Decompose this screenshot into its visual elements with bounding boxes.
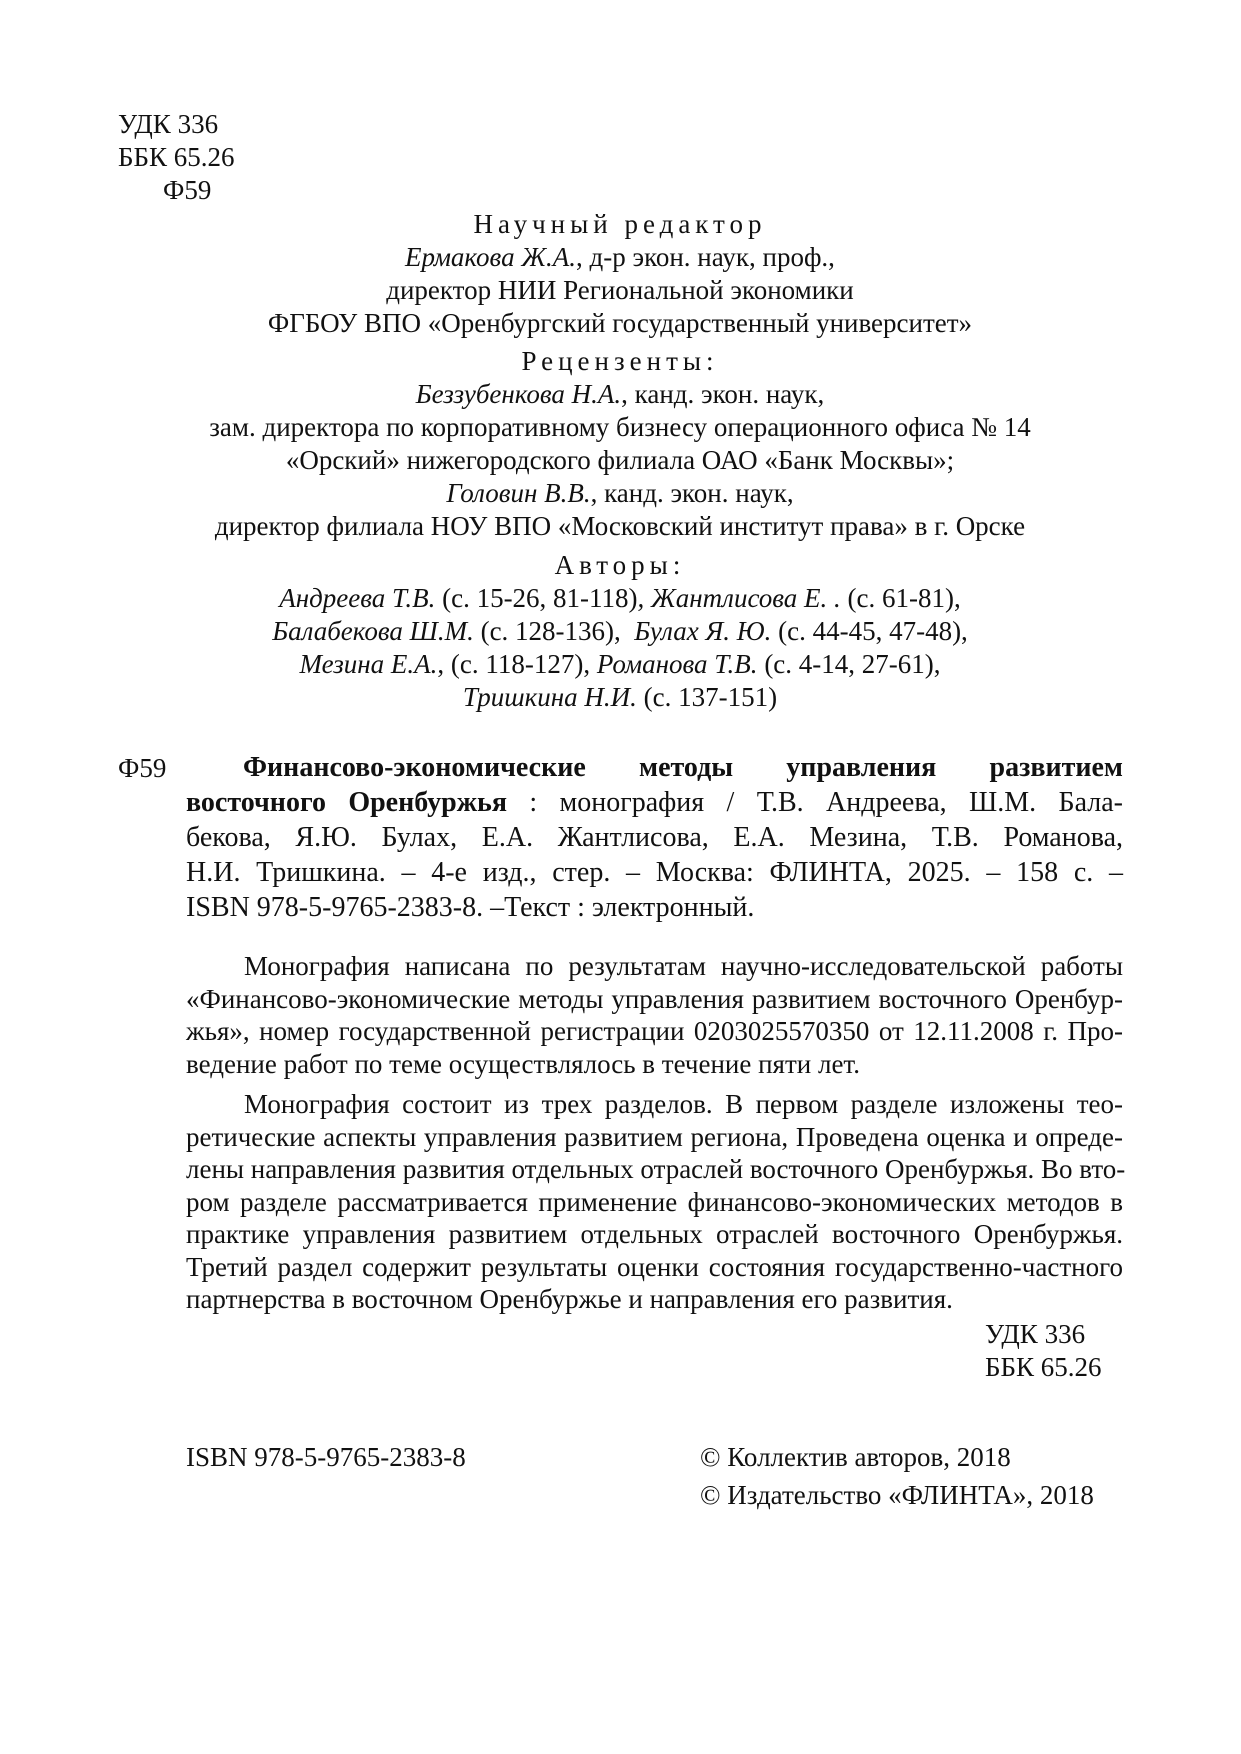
bib-line-1 [243, 750, 1123, 785]
bbk-code: ББК 65.26 [118, 142, 235, 172]
author-zhantlisova: , Жантлисова Е. . [637, 583, 841, 613]
bib-record [243, 750, 1123, 785]
editor-degree: , д-р экон. наук, проф., [576, 242, 835, 272]
author-balabekova-pages: (с. 128-136), [473, 616, 621, 646]
author-zhantlisova-pages: (с. 61-81), [840, 583, 961, 613]
authors-heading: Авторы: [554, 550, 686, 580]
abstract-p2-line-1: Монография состоит из трех разделов. В первом разделе изложены тео- [244, 1089, 1123, 1119]
abstract-p2-line-6: Третий раздел содержит результаты оценки состояния государственно-частного [186, 1251, 1123, 1282]
udk-code: УДК 336 [118, 109, 219, 139]
author-trishkina: Тришкина Н.И. [462, 682, 637, 712]
author-mezina: Мезина Е.А. [299, 649, 438, 679]
reviewer-1-line-2: зам. директора по корпоративному бизнесу операционного офиса № 14 [209, 412, 1031, 442]
footer-udk: УДК 336 [985, 1319, 1086, 1349]
reviewer-1-name: Беззубенкова Н.А. [415, 379, 622, 409]
author-mezina-pages: , (с. 118-127), [437, 649, 597, 679]
reviewer-2-line-2: директор филиала НОУ ВПО «Московский институт права» в г. Орске [214, 511, 1026, 541]
bib-code: Ф59 [118, 753, 167, 783]
author-andreeva-pages: (с. 15-26, 81-118) [435, 583, 638, 613]
reviewer-2-degree: , канд. экон. наук, [590, 478, 794, 508]
isbn: ISBN 978-5-9765-2383-8 [186, 1442, 466, 1472]
author-trishkina-pages: (с. 137-151) [636, 682, 778, 712]
bib-record-continued [186, 785, 1123, 925]
authors-line-2 [120, 615, 1120, 647]
copyright-publisher: © Издательство «ФЛИНТА», 2018 [700, 1480, 1094, 1510]
editor-line-3: ФГБОУ ВПО «Оренбургский государственный университет» [267, 308, 973, 338]
editor-name: Ермакова Ж.А. [405, 242, 577, 272]
editor-line-2: директор НИИ Региональной экономики [386, 275, 854, 305]
abstract-p2-line-7: партнерства в восточном Оренбуржье и направления его развития. [186, 1284, 953, 1314]
footer-bbk: ББК 65.26 [985, 1352, 1102, 1382]
abstract-p2-line-3: лены направления развития отдельных отраслей восточного Оренбуржья. Во вто- [186, 1154, 1126, 1184]
reviewer-1-line-3: «Орский» нижегородского филиала ОАО «Банк Москвы»; [285, 445, 955, 475]
abstract-paragraph-2 [186, 1088, 1126, 1316]
authors-line-1 [120, 582, 1120, 614]
authors-line-3 [120, 648, 1120, 680]
editor-heading: Научный редактор [473, 209, 767, 239]
bib-title-part-1: Финансово-экономические методы управления развитием [243, 752, 1123, 783]
abstract-paragraph-1 [186, 950, 1123, 1080]
author-romanova-pages: (с. 4-14, 27-61), [757, 649, 941, 679]
copyright-authors: © Коллектив авторов, 2018 [700, 1442, 1011, 1472]
author-bulakh: Булах Я. Ю. [634, 616, 772, 646]
bib-line-2-rest: : монография / Т.В. Андреева, Ш.М. Бала- [507, 787, 1123, 818]
author-sign-code: Ф59 [163, 175, 212, 205]
bib-line-2 [186, 785, 1123, 820]
reviewer-1-degree: , канд. экон. наук, [621, 379, 825, 409]
abstract-p1-line-3: жья», номер государственной регистрации 0203025570350 от 12.11.2008 г. Про- [186, 1016, 1123, 1046]
editor-line-1 [120, 241, 1120, 273]
reviewer-2-name: Головин В.В. [446, 478, 591, 508]
abstract-p1-line-1: Монография написана по результатам научно-исследовательской работы [244, 951, 1123, 981]
reviewer-2-line-1 [120, 477, 1120, 509]
bib-line-5: ISBN 978-5-9765-2383-8. –Текст : электронный. [186, 892, 755, 923]
author-romanova: Романова Т.В. [596, 649, 758, 679]
abstract-p2-line-2: ретические аспекты управления развитием региона, Проведена оценка и опреде- [186, 1121, 1123, 1152]
abstract-p2-line-5: практике управления развитием отдельных отраслей восточного Оренбуржья. [186, 1219, 1123, 1249]
authors-line-4 [120, 681, 1120, 713]
author-balabekova: Балабекова Ш.М. [272, 616, 474, 646]
abstract-p1-line-4: ведение работ по теме осуществлялось в течение пяти лет. [186, 1048, 860, 1079]
bib-title-part-2: восточного Оренбуржья [186, 787, 508, 818]
reviewers-heading: Рецензенты: [521, 346, 719, 376]
bib-line-4: Н.И. Тришкина. – 4-е изд., стер. – Москва: ФЛИНТА, 2025. – 158 с. – [186, 857, 1123, 888]
abstract-p2-line-4: ром разделе рассматривается применение финансово-экономических методов в [186, 1186, 1123, 1217]
abstract-p1-line-2: «Финансово-экономические методы управления развитием восточного Оренбур- [186, 983, 1123, 1014]
reviewer-1-line-1 [120, 378, 1120, 410]
bib-line-3: бекова, Я.Ю. Булах, Е.А. Жантлисова, Е.А. Мезина, Т.В. Романова, [186, 822, 1123, 853]
author-bulakh-pages: (с. 44-45, 47-48), [771, 616, 968, 646]
author-andreeva: Андреева Т.В. [279, 583, 436, 613]
